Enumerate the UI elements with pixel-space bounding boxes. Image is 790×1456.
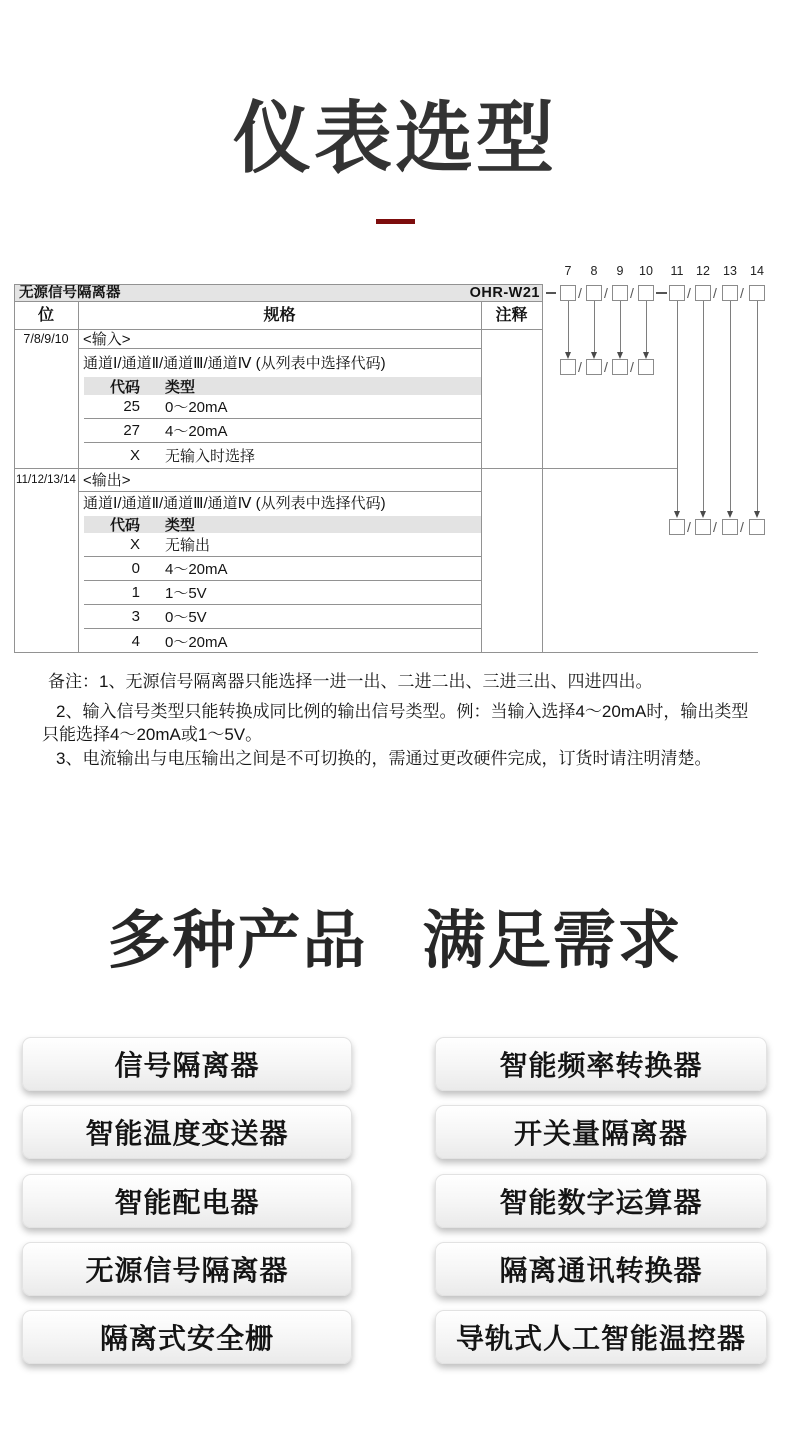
output-channels: 通道Ⅰ/通道Ⅱ/通道Ⅲ/通道Ⅳ (从列表中选择代码)	[83, 495, 386, 512]
dash-separator	[656, 292, 667, 294]
spec-code-row	[84, 443, 481, 467]
code-box	[586, 285, 602, 301]
arrow-head	[754, 511, 760, 518]
arrow-head	[617, 352, 623, 359]
product-button[interactable]: 智能温度变送器	[22, 1105, 352, 1159]
slash-separator: /	[578, 285, 582, 301]
type-cell: 1～5V	[165, 585, 207, 602]
code-box	[749, 519, 765, 535]
code-box	[749, 285, 765, 301]
product-button[interactable]: 隔离通讯转换器	[435, 1242, 767, 1296]
spec-code-row	[84, 395, 481, 419]
code-box	[612, 359, 628, 375]
products-section-title	[0, 890, 790, 981]
col-header-spec: 规格	[263, 307, 296, 324]
arrow-line	[620, 301, 621, 352]
table-product-name: 无源信号隔离器	[19, 285, 121, 301]
code-cell: 1	[131, 584, 140, 601]
table-border-left	[14, 284, 15, 653]
digit-label: 11	[670, 264, 684, 278]
arrow-line	[730, 301, 731, 511]
code-box	[722, 285, 738, 301]
digit-label: 14	[750, 264, 764, 278]
code-box	[722, 519, 738, 535]
slash-separator: /	[578, 359, 582, 375]
arrow-head	[700, 511, 706, 518]
table-line	[78, 348, 481, 349]
slash-separator: /	[687, 285, 691, 301]
arrow-line	[594, 301, 595, 352]
table-col-line	[481, 302, 482, 653]
digit-label: 8	[590, 264, 598, 278]
slash-separator: /	[740, 519, 744, 535]
type-cell: 0～20mA	[165, 399, 228, 416]
table-border-bottom	[14, 652, 758, 653]
code-box	[638, 285, 654, 301]
code-cell: X	[129, 446, 140, 464]
code-box	[560, 359, 576, 375]
output-bits: 11/12/13/14	[16, 474, 76, 486]
code-cell: 3	[131, 608, 140, 625]
digit-label: 13	[723, 264, 737, 278]
table-col-line	[78, 302, 79, 653]
input-channels: 通道Ⅰ/通道Ⅱ/通道Ⅲ/通道Ⅳ (从列表中选择代码)	[83, 355, 386, 372]
type-cell: 4～20mA	[165, 423, 228, 440]
output-code-header-band	[84, 516, 481, 533]
input-type-header: 类型	[165, 378, 196, 396]
arrow-head	[727, 511, 733, 518]
note-line-2: 2、输入信号类型只能转换成同比例的输出信号类型。例：当输入选择4～20mA时，输出类型只能选择4～20mA或1～5V。	[42, 702, 749, 744]
code-box	[638, 359, 654, 375]
arrow-head	[591, 352, 597, 359]
code-box	[695, 285, 711, 301]
table-line	[78, 491, 481, 492]
product-button[interactable]: 智能频率转换器	[435, 1037, 767, 1091]
table-section-divider	[14, 468, 677, 469]
arrow-line	[568, 301, 569, 352]
dash-separator	[546, 292, 556, 294]
spec-code-row	[84, 533, 481, 557]
arrow-head	[674, 511, 680, 518]
product-button[interactable]: 智能配电器	[22, 1174, 352, 1228]
output-code-rows	[84, 533, 481, 653]
digit-label: 12	[696, 264, 710, 278]
title-underline	[376, 219, 415, 224]
table-model-code: OHR-W21	[469, 285, 540, 301]
product-button[interactable]: 导轨式人工智能温控器	[435, 1310, 767, 1364]
arrow-line	[757, 301, 758, 511]
product-button[interactable]: 隔离式安全栅	[22, 1310, 352, 1364]
slash-separator: /	[630, 285, 634, 301]
digit-label: 10	[639, 264, 653, 278]
products-title-part1: 多种产品	[107, 906, 368, 976]
note-line-1: 备注：1、无源信号隔离器只能选择一进一出、二进二出、三进三出、四进四出。	[48, 672, 653, 691]
code-cell: 4	[131, 632, 140, 650]
input-code-header: 代码	[109, 378, 140, 396]
slash-separator: /	[740, 285, 744, 301]
slash-separator: /	[604, 285, 608, 301]
table-border-top	[14, 284, 543, 285]
code-box	[695, 519, 711, 535]
code-cell: 0	[131, 560, 140, 577]
note-line-3: 3、电流输出与电压输出之间是不可切换的，需通过更改硬件完成，订货时请注明清楚。	[56, 749, 712, 768]
page-title: 仪表选型	[232, 94, 557, 182]
code-box	[560, 285, 576, 301]
slash-separator: /	[630, 359, 634, 375]
col-header-bit: 位	[37, 307, 54, 324]
code-box	[612, 285, 628, 301]
input-code-header-band	[84, 377, 481, 395]
type-cell: 无输入时选择	[165, 447, 256, 465]
code-cell: X	[129, 536, 140, 553]
slash-separator: /	[713, 519, 717, 535]
product-button[interactable]: 信号隔离器	[22, 1037, 352, 1091]
table-line	[14, 301, 543, 302]
digit-label: 9	[616, 264, 624, 278]
digit-label: 7	[564, 264, 572, 278]
type-cell: 0～5V	[165, 609, 207, 626]
product-button[interactable]: 开关量隔离器	[435, 1105, 767, 1159]
code-box	[586, 359, 602, 375]
product-button[interactable]: 智能数字运算器	[435, 1174, 767, 1228]
spec-code-row	[84, 419, 481, 443]
spec-code-row	[84, 629, 481, 653]
output-label: <输出>	[83, 472, 131, 489]
code-cell: 27	[123, 422, 140, 439]
input-bits: 7/8/9/10	[23, 332, 69, 346]
input-label: <输入>	[83, 331, 131, 348]
code-box	[669, 519, 685, 535]
spec-code-row	[84, 557, 481, 581]
type-cell: 无输出	[165, 537, 211, 554]
product-button[interactable]: 无源信号隔离器	[22, 1242, 352, 1296]
type-cell: 0～20mA	[165, 633, 228, 651]
col-header-note: 注释	[495, 307, 528, 324]
slash-separator: /	[687, 519, 691, 535]
input-code-rows	[84, 395, 481, 467]
arrow-head	[643, 352, 649, 359]
spec-code-row	[84, 605, 481, 629]
code-box	[669, 285, 685, 301]
slash-separator: /	[604, 359, 608, 375]
arrow-line	[703, 301, 704, 511]
slash-separator: /	[713, 285, 717, 301]
spec-code-row	[84, 581, 481, 605]
arrow-head	[565, 352, 571, 359]
code-cell: 25	[123, 398, 140, 415]
arrow-line	[646, 301, 647, 352]
table-line	[14, 329, 543, 330]
type-cell: 4～20mA	[165, 561, 228, 578]
table-border-right	[542, 284, 543, 653]
arrow-line	[677, 301, 678, 511]
output-code-header: 代码	[109, 517, 140, 534]
products-title-part2: 满足需求	[422, 906, 683, 976]
output-type-header: 类型	[165, 517, 196, 534]
